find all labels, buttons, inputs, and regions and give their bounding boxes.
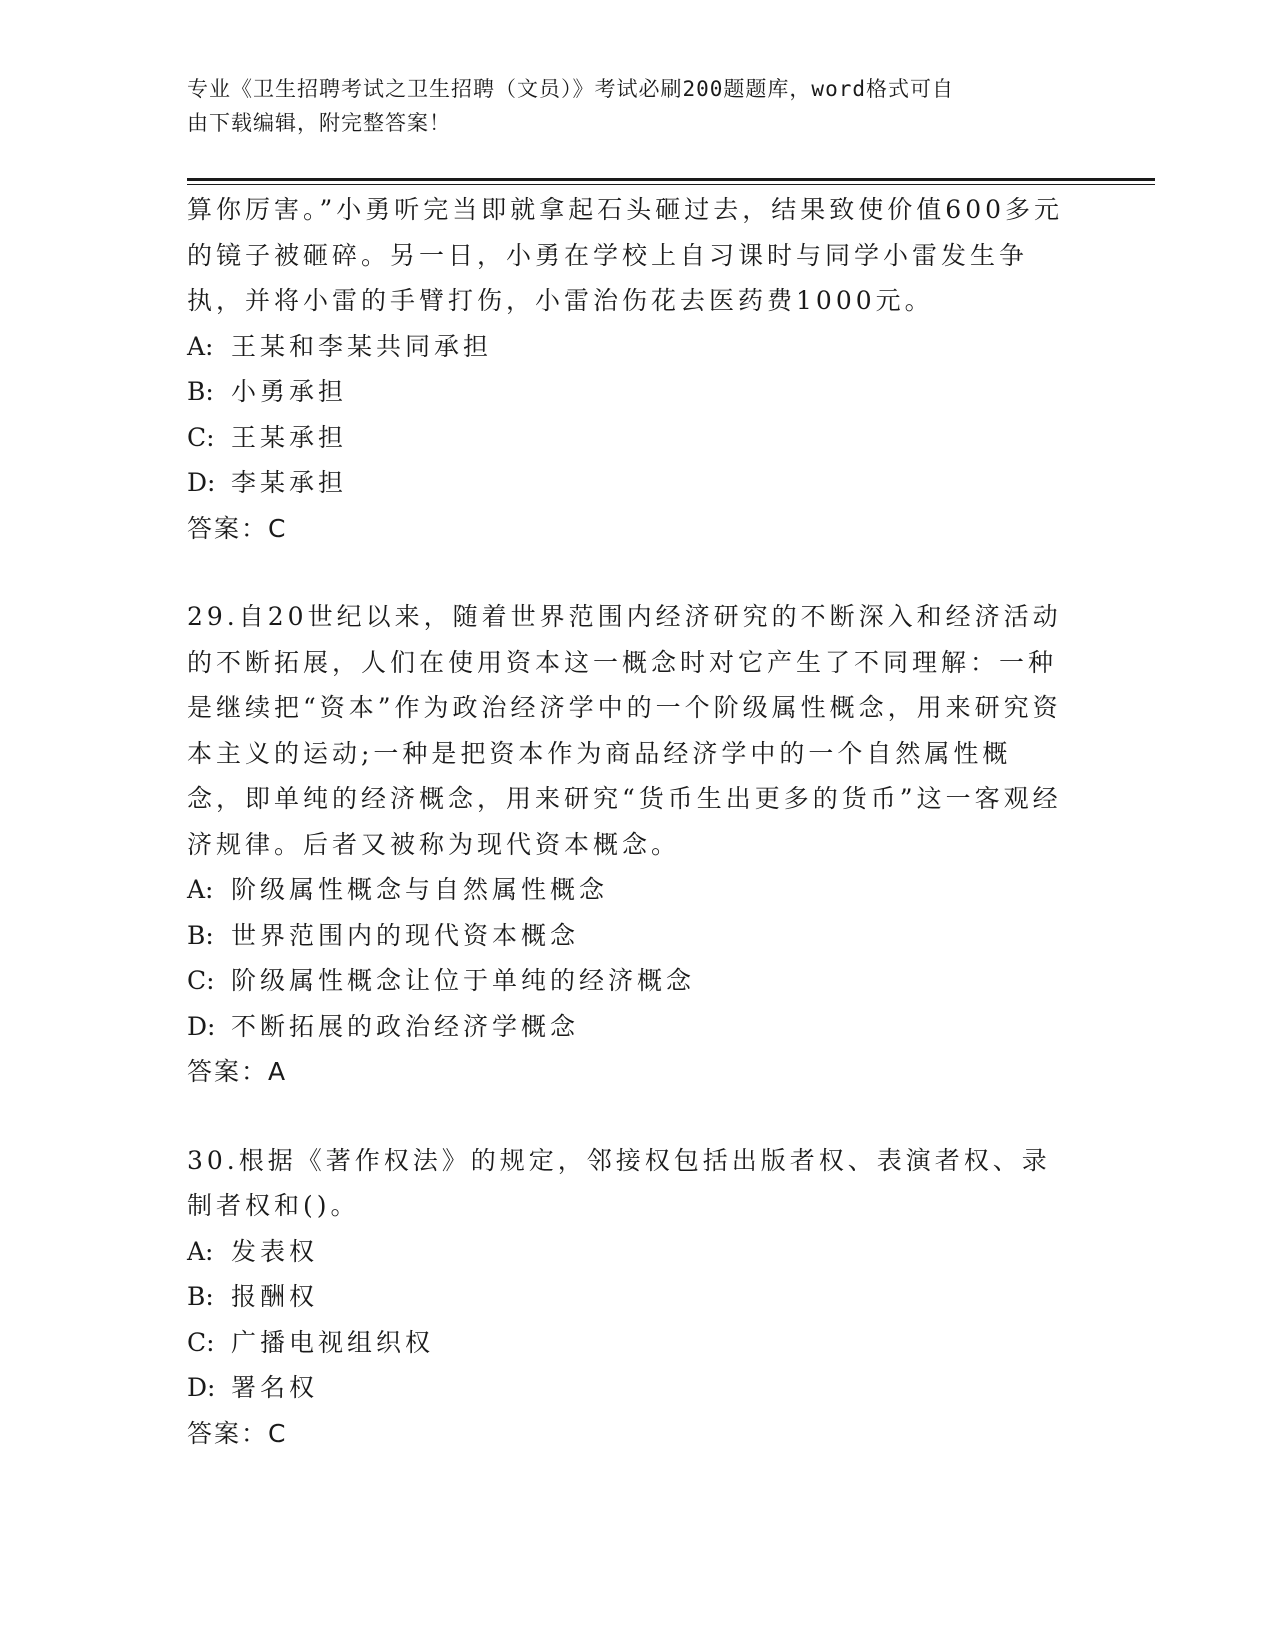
option-text: 署名权 bbox=[231, 1373, 319, 1402]
option-letter: C: bbox=[187, 966, 215, 995]
question-30-text: 30.根据《著作权法》的规定，邻接权包括出版者权、表演者权、录制者权和()。 bbox=[187, 1145, 1051, 1220]
question-30-answer: 答案：C bbox=[187, 1418, 288, 1448]
question-29-answer: 答案：A bbox=[187, 1057, 288, 1086]
question-29-option-c bbox=[187, 958, 1067, 1004]
option-letter: D: bbox=[187, 1011, 216, 1041]
question-29-option-d bbox=[187, 1004, 1067, 1050]
question-28-option-d bbox=[187, 460, 1067, 506]
option-letter: C: bbox=[187, 1327, 215, 1357]
question-30-option-d bbox=[187, 1365, 1067, 1411]
question-30-option-b bbox=[187, 1274, 1067, 1320]
question-28-option-a bbox=[187, 324, 1067, 370]
header-rule-thick bbox=[187, 178, 1155, 181]
option-text: 王某承担 bbox=[231, 422, 348, 452]
option-text: 王某和李某共同承担 bbox=[231, 331, 493, 361]
option-letter: D: bbox=[187, 468, 216, 497]
question-30 bbox=[187, 1138, 1067, 1457]
question-30-option-a bbox=[187, 1229, 1067, 1275]
question-28-option-b bbox=[187, 369, 1067, 415]
question-28-answer: 答案：C bbox=[187, 513, 288, 543]
option-letter: B: bbox=[187, 920, 214, 950]
option-text: 广播电视组织权 bbox=[231, 1327, 435, 1357]
option-letter: A: bbox=[187, 1236, 214, 1266]
question-28 bbox=[187, 187, 1067, 551]
question-28-option-c bbox=[187, 415, 1067, 461]
option-text: 发表权 bbox=[231, 1236, 319, 1266]
option-text: 阶级属性概念与自然属性概念 bbox=[231, 875, 609, 904]
question-29-option-b bbox=[187, 913, 1067, 959]
header-rule-thin bbox=[187, 184, 1155, 185]
header-line-1: 专业《卫生招聘考试之卫生招聘（文员）》考试必刷200题题库，word格式可自 bbox=[187, 77, 954, 101]
option-text: 李某承担 bbox=[231, 468, 348, 497]
question-30-option-c bbox=[187, 1320, 1067, 1366]
option-letter: A: bbox=[187, 875, 214, 904]
spacer bbox=[187, 551, 1067, 594]
option-text: 小勇承担 bbox=[231, 377, 348, 406]
question-28-text: 算你厉害。”小勇听完当即就拿起石头砸过去，结果致使价值600多元的镜子被砸碎。另一日，小勇在学校上自习课时与同学小雷发生争执，并将小雷的手臂打伤，小雷治伤花去医药费1000元。 bbox=[187, 195, 1064, 315]
option-letter: C: bbox=[187, 422, 215, 452]
option-letter: B: bbox=[187, 377, 214, 406]
option-letter: B: bbox=[187, 1282, 214, 1311]
page-content bbox=[187, 187, 1067, 1456]
document-header bbox=[187, 72, 1067, 140]
header-line-2: 由下载编辑，附完整答案！ bbox=[187, 111, 451, 135]
option-text: 报酬权 bbox=[231, 1282, 319, 1311]
option-text: 不断拓展的政治经济学概念 bbox=[231, 1011, 580, 1041]
option-letter: D: bbox=[187, 1373, 216, 1402]
question-29-text: 29.自20世纪以来，随着世界范围内经济研究的不断深入和经济活动的不断拓展，人们在使用资本这一概念时对它产生了不同理解：一种是继续把“资本”作为政治经济学中的一个阶级属性概念，用来研究资本主义的运动;一种是把资本作为商品经济学中的一个自然属性概念，即单纯的经济概念，用来研究“货币生出更多的货币”这一客观经济规律。后者又被称为现代资本概念。 bbox=[187, 602, 1062, 859]
option-text: 世界范围内的现代资本概念 bbox=[231, 920, 580, 950]
spacer bbox=[187, 1095, 1067, 1138]
question-29 bbox=[187, 594, 1067, 1095]
option-text: 阶级属性概念让位于单纯的经济概念 bbox=[231, 966, 696, 995]
question-29-option-a bbox=[187, 867, 1067, 913]
option-letter: A: bbox=[187, 331, 214, 361]
